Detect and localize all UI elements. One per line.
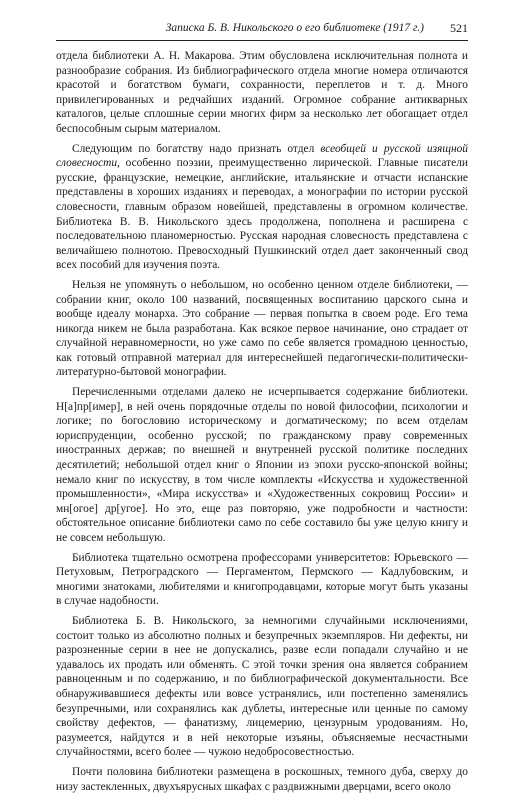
- running-header: [56, 16, 468, 41]
- running-title: Записка Б. В. Никольского о его библиотеке (1917 г.): [165, 22, 424, 34]
- paragraph-1: отдела библиотеки А. Н. Макарова. Этим обусловлена исключительная полнота и разнообразие собрания. Из библиографического отдела многие номера отличаются красотой и богатством бумаги, сохранности, переплетов и т. д. Много привилегированных и редчайших изданий. Огромное собрание антикварных каталогов, целые сплошные серии многих фирм за несколько лет обогащает отдел беспособным сырым материалом.: [56, 50, 468, 135]
- paragraph-2-emphasis: всеобщей и русской изящной словесности: [56, 142, 468, 170]
- paragraph-2-rest: , особенно поэзии, преимущественно лирической. Главные писатели русские, французские, немецкие, английские, итальянские и отчасти испанские представлены в хороших изданиях и переводах, а монографии по истории русской словесности, главным образом новейшей, представлены в огромном количестве. Библиотека В. В. Никольского здесь продолжена, пополнена и расширена с последовательною планомерностью. Русская народная словесность представлена с величайшею полнотою. Превосходный Пушкинский отдел дает законченный свод всех пособий для изучения поэта.: [56, 157, 468, 272]
- body-text: [56, 49, 468, 794]
- paragraph-5: Библиотека тщательно осмотрена профессорами университетов: Юрьевского — Петуховым, Петроградского — Пергаментом, Пермского — Кадлубовским, и многими знатоками, любителями и книгопродавцами, которые могут быть указаны в случае надобности.: [56, 551, 468, 608]
- paragraph-3: Нельзя не упомянуть о небольшом, но особенно ценном отделе библиотеки, — собрании книг, около 100 названий, посвященных воспитанию царского сына и вообще идеалу монарха. Это собрание — первая попытка в своем роде. Его тема никогда никем не была разработана. Как всякое первое начинание, оно страдает от случайной неравномерности, но уже само по себе является громадною ценностью, как готовый отправной материал для интереснейшей педагогически-политически-литературно-бытовой монографии.: [56, 278, 468, 379]
- paragraph-6: Библиотека Б. В. Никольского, за немногими случайными исключениями, состоит только из абсолютно полных и безупречных экземпляров. Ни дефекты, ни разрозненные серии в нее не допускались, разве если попадали случайно и не удавалось их продать или обменять. С этой точки зрения она является собранием равноценным и по содержанию, и по библиографической документальности. Все обнаруживавшиеся дефекты или вовсе устранялись, или постепенно заменялись безупречными, или сохранялись как дублеты, интересные или ценные по самому свойству дефектов, — фанатизму, лицемерию, цензурным уродованиям. Но, разумеется, найдутся и в ней некоторые изъяны, объясняемые несчастными случайностями, всего более — чужою недобросовестностью.: [56, 614, 468, 759]
- page-number: 521: [450, 20, 468, 35]
- paragraph-2-start: Следующим по богатству надо признать отдел: [72, 142, 321, 155]
- paragraph-4: Перечисленными отделами далеко не исчерпывается содержание библиотеки. Н[а]пр[имер], в ней очень порядочные отделы по новой философии, психологии и логике; по богословию историческому и догматическому; по всем отделам юриспруденции, особенно русской; по гражданскому праву современных иностранных держав; по внешней и внутренней русской политике последних десятилетий; небольшой отдел книг о Японии из эпохи русско-японской войны; немало книг по искусству, в том числе комплекты «Искусства и художественной промышленности», «Мира искусства» и «Художественных сокровищ России» и мн[огое] др[угое]. Но это, еще раз повторяю, уже подробности и частности: обстоятельное описание библиотеки само по себе составило бы уже целую книгу и не совсем небольшую.: [56, 386, 468, 544]
- paragraph-7: Почти половина библиотеки размещена в роскошных, темного дуба, сверху до низу застекленных, двухъярусных шкафах с раздвижными дверцами, всего около: [56, 765, 468, 793]
- paragraph-2: [56, 142, 468, 273]
